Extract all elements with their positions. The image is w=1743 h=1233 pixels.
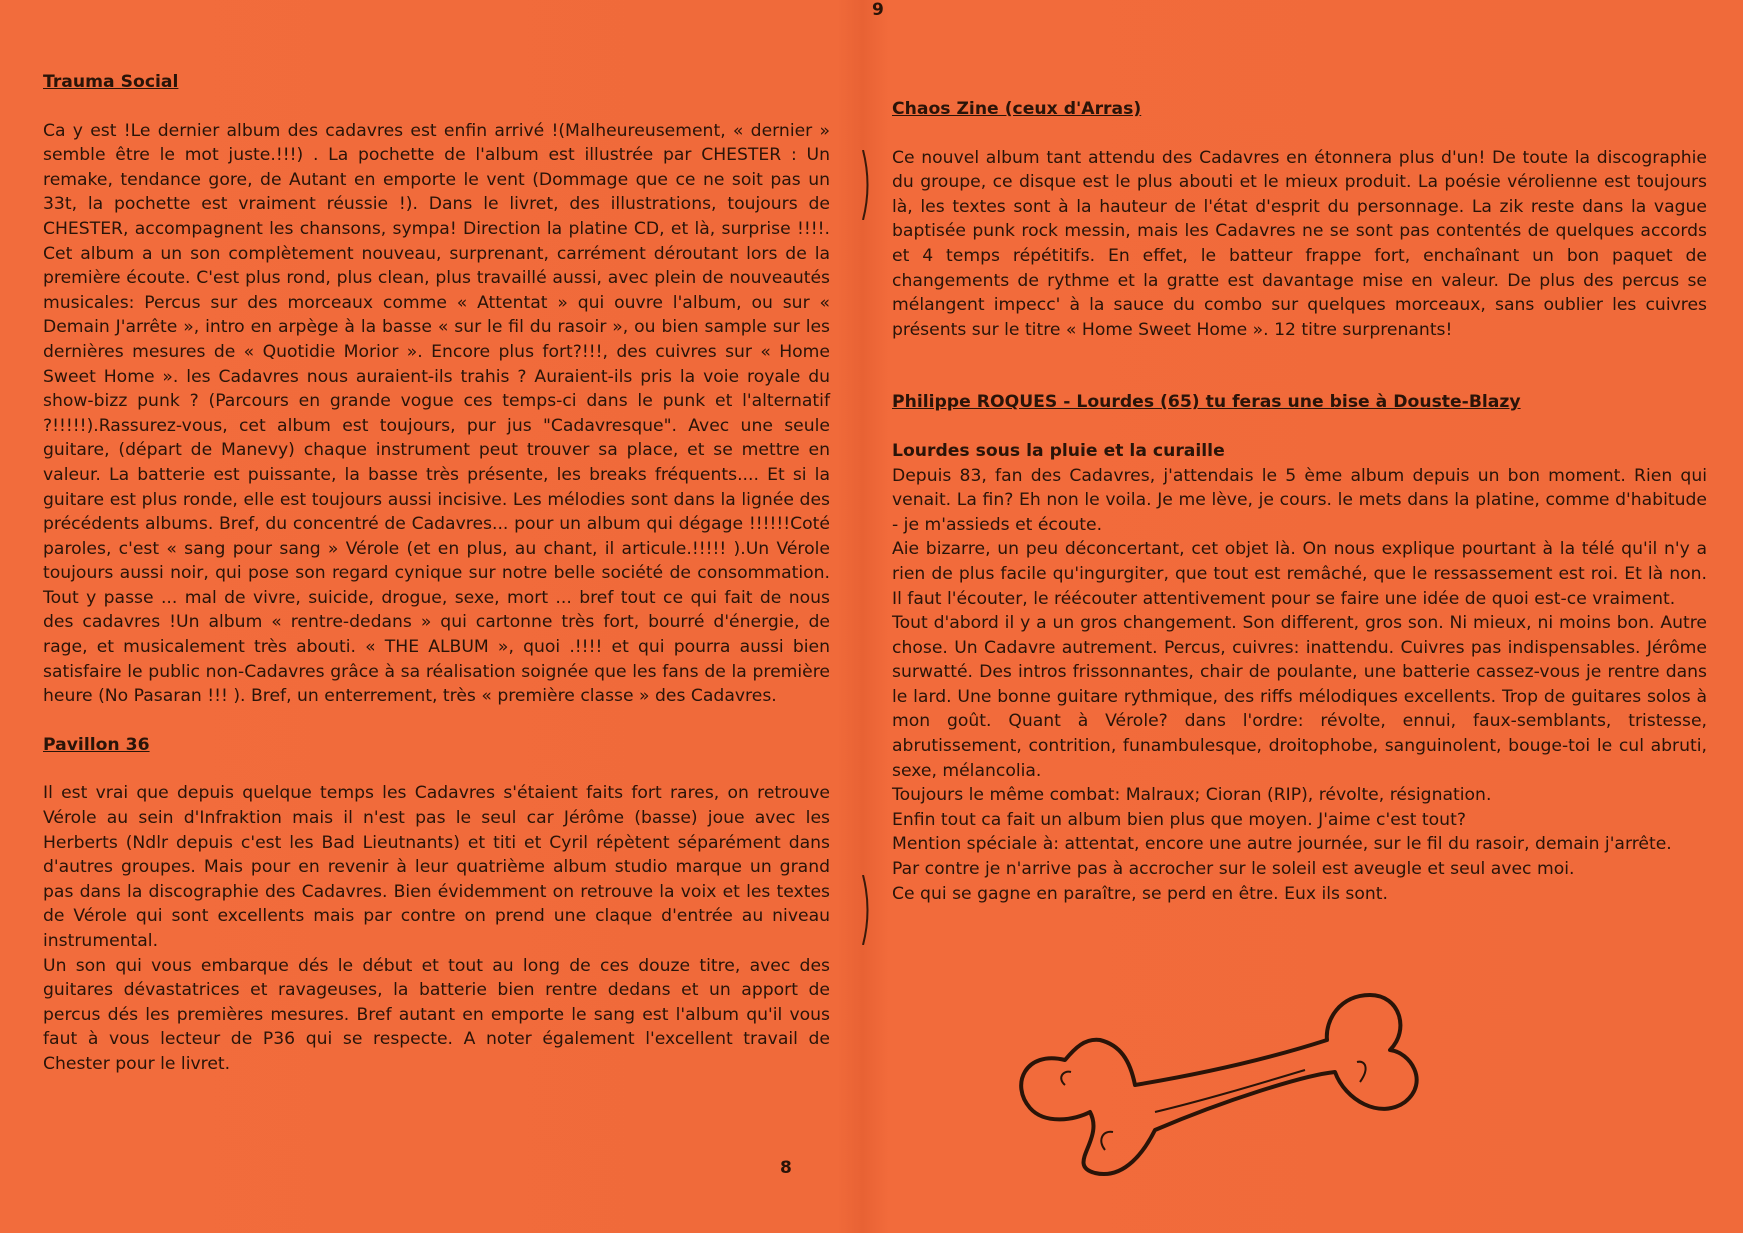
review-text-roques-p4: Toujours le même combat: Malraux; Cioran (RIP), révolte, résignation. <box>892 785 1492 806</box>
review-text-chaos-zine: Ce nouvel album tant attendu des Cadavres en étonnera plus d'un! De toute la discographie du groupe, ce disque est le plus abouti et le mieux produit. La poésie vérolienne est toujours là, les textes sont à la hauteur de l'état d'esprit du personnage. La zik reste dans la vague baptisée punk rock messin, mais les Cadavres ne se sont pas contentés de quelques accords et 4 temps répétitifs. En effet, le batteur frappe fort, enchaînant un bon paquet de changements de rythme et la gratte est davantage mise en valeur. De plus des percus se mélangent impecc' à la sauce du combo sur quelques morceaux, sans oublier les cuivres présents sur le titre « Home Sweet Home ». 12 titre surprenants! <box>892 147 1707 340</box>
review-text-roques-p5: Enfin tout ca fait un album bien plus que moyen. J'aime c'est tout? <box>892 809 1466 830</box>
review-text-pavillon-36-p1: Il est vrai que depuis quelque temps les Cadavres s'étaient faits fort rares, on retrouve Vérole au sein d'Infraktion mais il n'est pas le seul car Jérôme (basse) joue avec les Herberts (Ndlr depuis c'est les Bad Lieutnants) et titi et Cyril répètent séparément dans d'autres groupes. Mais pour en revenir à leur quatrième album studio marque un grand pas dans la discographie des Cadavres. Bien évidemment on retrouve la voix et les textes de Vérole qui sont excellents mais par contre on prend une claque d'entrée au niveau instrumental. <box>43 783 830 951</box>
review-text-roques-p7: Par contre je n'arrive pas à accrocher sur le soleil est aveugle et seul avec moi. <box>892 859 1575 880</box>
review-text-trauma-social: Ca y est !Le dernier album des cadavres est enfin arrivé !(Malheureusement, « dernier » semble être le mot juste.!!!) . La pochette de l'album est illustrée par CHESTER : Un remake, tendance gore, de Autant en emporte le vent (Dommage que ce ne soit pas un 33t, la pochette est vraiment réussie !). Dans le livret, des illustrations, toujours de CHESTER, accompagnent les chansons, sympa! Direction la platine CD, et là, surprise !!!!. Cet album a un son complètement nouveau, surprenant, carrément déroutant lors de la première écoute. C'est plus rond, plus clean, plus travaillé aussi, avec plein de nouveautés musicales: Percus sur des morceaux comme « Attentat » qui ouvre l'album, ou sur « Demain J'arrête », intro en arpège à la basse « sur le fil du rasoir », ou bien sample sur les dernières mesures de « Quotidie Morior ». Encore plus fort?!!!, des cuivres sur « Home Sweet Home ». les Cadavres nous auraient-ils trahis ? Auraient-ils pris la voie royale du show-bizz punk ? (Parcours en grande vogue ces temps-ci dans le punk et l'alternatif ?!!!!!).Rassurez-vous, cet album est toujours, pur jus "Cadavresque". Avec une seule guitare, (départ de Manevy) chaque instrument peut trouver sa place, et se mettre en valeur. La batterie est puissante, la basse très présente, les breaks fréquents.... Et si la guitare est plus ronde, elle est toujours aussi incisive. Les mélodies sont dans la lignée des précédents albums. Bref, du concentré de Cadavres... pour un album qui dégage !!!!!!Coté paroles, c'est « sang pour sang » Vérole (et en plus, au chant, il articule.!!!!! ).Un Vérole toujours aussi noir, qui pose son regard cynique sur notre belle société de consommation. Tout y passe ... mal de vivre, suicide, drogue, sexe, mort ... bref tout ce qui fait de nous des cadavres !Un album « rentre-dedans » qui cartonne très fort, bourré d'énergie, de rage, et musicalement très abouti. « THE ALBUM », quoi .!!!! et qui pourra aussi bien satisfaire le public non-Cadavres grâce à sa réalisation soignée que les fans de la première heure (No Pasaran !!! ). Bref, un enterrement, très « première classe » des Cadavres. <box>43 120 830 707</box>
review-subtitle-lourdes: Lourdes sous la pluie et la curaille <box>892 440 1225 461</box>
review-text-pavillon-36-p2: Un son qui vous embarque dés le début et tout au long de ces douze titre, avec des guitares dévastatrices et ravageuses, la batterie bien rentre dedans et un apport de percus dés les premières mesures. Bref autant en emporte le sang est l'album qu'il vous faut à vous lecteur de P36 qui se respecte. A noter également l'excellent travail de Chester pour le livret. <box>43 955 830 1074</box>
review-text-roques-p1: Depuis 83, fan des Cadavres, j'attendais le 5 ème album depuis un bon moment. Rien qui venait. La fin? Eh non le voila. Je me lève, je cours. le mets dans la platine, comme d'habitude - je m'assieds et écoute. <box>892 465 1707 535</box>
review-text-roques-p3: Tout d'abord il y a un gros changement. Son different, gros son. Ni mieux, ni moins bon. Autre chose. Un Cadavre autrement. Percus, cuivres: inattendu. Cuivres pas indispensables. Jérôme surwatté. Des intros frissonnantes, chair de poulante, une batterie cassez-vous je rentre dans le lard. Une bonne guitare rythmique, des riffs mélodiques excellents. Trop de guitares solos à mon goût. Quant à Vérole? dans l'ordre: révolte, ennui, faux-semblants, tristesse, abrutissement, contrition, funambulesque, droitophobe, sanguinolent, bouge-toi le cul abruti, sexe, mélancolia. <box>892 613 1707 781</box>
left-page <box>0 0 865 1233</box>
left-column <box>43 70 830 1077</box>
page-number-right: 9 <box>872 0 884 20</box>
review-text-roques-p2: Aie bizarre, un peu déconcertant, cet objet là. On nous explique pourtant à la télé qu'il n'y a rien de plus facile qu'ingurgiter, que tout est remâché, que le ressassement est roi. Et là non. Il faut l'écouter, le réécouter attentivement pour se faire une idée de quoi est-ce vraiment. <box>892 539 1707 609</box>
page-number-left: 8 <box>780 1158 792 1178</box>
review-text-roques-p6: Mention spéciale à: attentat, encore une autre journée, sur le fil du rasoir, demain j'arrête. <box>892 834 1672 855</box>
right-column <box>892 97 1707 906</box>
review-text-roques-p8: Ce qui se gagne en paraître, se perd en être. Eux ils sont. <box>892 883 1389 904</box>
review-title-pavillon-36: Pavillon 36 <box>43 734 150 755</box>
review-title-trauma-social: Trauma Social <box>43 72 179 92</box>
review-title-philippe-roques: Philippe ROQUES - Lourdes (65) tu feras une bise à Douste-Blazy <box>892 392 1521 413</box>
review-title-chaos-zine: Chaos Zine (ceux d'Arras) <box>892 99 1142 119</box>
bone-icon <box>1005 990 1435 1180</box>
